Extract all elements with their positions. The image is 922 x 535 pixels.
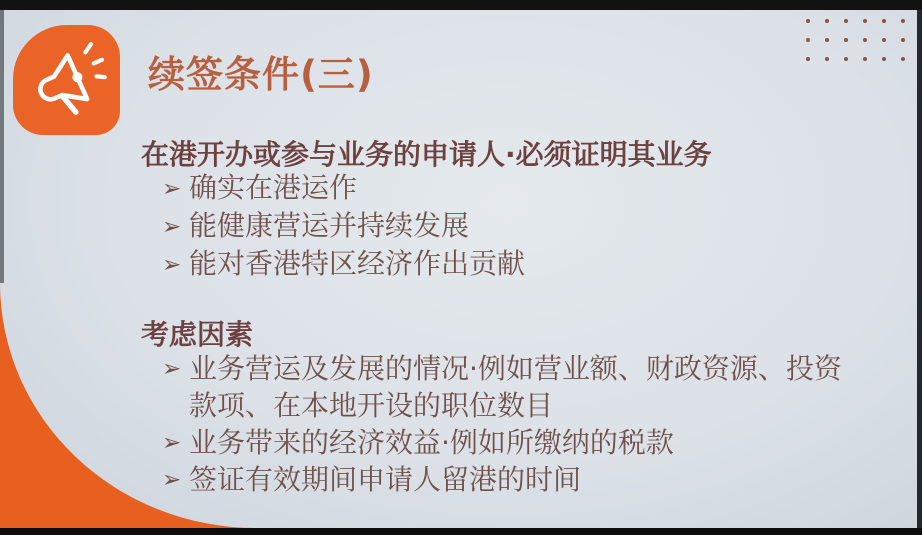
list-item bbox=[162, 245, 525, 283]
dot bbox=[882, 38, 886, 42]
arrow-bullet-icon: ➢ bbox=[162, 252, 182, 278]
bullet-text: 业务带来的经济效益·例如所缴纳的税款 bbox=[189, 426, 674, 459]
dots-grid bbox=[798, 11, 912, 68]
section2-list bbox=[162, 350, 862, 498]
dot bbox=[806, 57, 810, 61]
dot bbox=[882, 19, 886, 23]
section1-heading: 在港开办或参与业务的申请人·必须证明其业务 bbox=[141, 138, 712, 171]
dot bbox=[806, 38, 810, 42]
frame-edge-left bbox=[0, 10, 4, 283]
dot bbox=[844, 57, 848, 61]
dot bbox=[863, 38, 867, 42]
section1-list bbox=[162, 169, 525, 283]
dot bbox=[901, 19, 905, 23]
bullet-text: 确实在港运作 bbox=[189, 171, 358, 204]
list-item bbox=[162, 424, 862, 461]
list-item bbox=[162, 461, 862, 498]
dot bbox=[844, 38, 848, 42]
dot bbox=[806, 19, 810, 23]
dot bbox=[825, 38, 829, 42]
bullet-text: 能健康营运并持续发展 bbox=[189, 209, 470, 242]
list-item bbox=[162, 207, 525, 245]
arrow-bullet-icon: ➢ bbox=[162, 214, 182, 240]
section2-heading: 考虑因素 bbox=[141, 318, 254, 351]
bullet-text: 能对香港特区经济作出贡献 bbox=[189, 247, 526, 280]
slide-title: 续签条件(三) bbox=[148, 53, 374, 96]
letterbox-top bbox=[0, 0, 922, 10]
dot bbox=[825, 19, 829, 23]
megaphone-icon bbox=[21, 34, 113, 126]
dot bbox=[863, 19, 867, 23]
arrow-bullet-icon: ➢ bbox=[162, 467, 182, 493]
arrow-bullet-icon: ➢ bbox=[162, 176, 182, 202]
bullet-text: 签证有效期间申请人留港的时间 bbox=[189, 463, 582, 496]
list-item bbox=[162, 169, 525, 207]
letterbox-bottom bbox=[0, 528, 922, 535]
arrow-bullet-icon: ➢ bbox=[162, 356, 182, 382]
dot bbox=[901, 38, 905, 42]
dot bbox=[825, 57, 829, 61]
list-item bbox=[162, 350, 862, 424]
megaphone-badge bbox=[13, 25, 120, 135]
dot bbox=[844, 19, 848, 23]
dot bbox=[863, 57, 867, 61]
frame-edge-right bbox=[917, 10, 922, 528]
dot bbox=[882, 57, 886, 61]
arrow-bullet-icon: ➢ bbox=[162, 430, 182, 456]
bullet-text: 业务营运及发展的情况·例如营业额、财政资源、投资款项、在本地开设的职位数目 bbox=[189, 352, 842, 422]
dot bbox=[901, 57, 905, 61]
